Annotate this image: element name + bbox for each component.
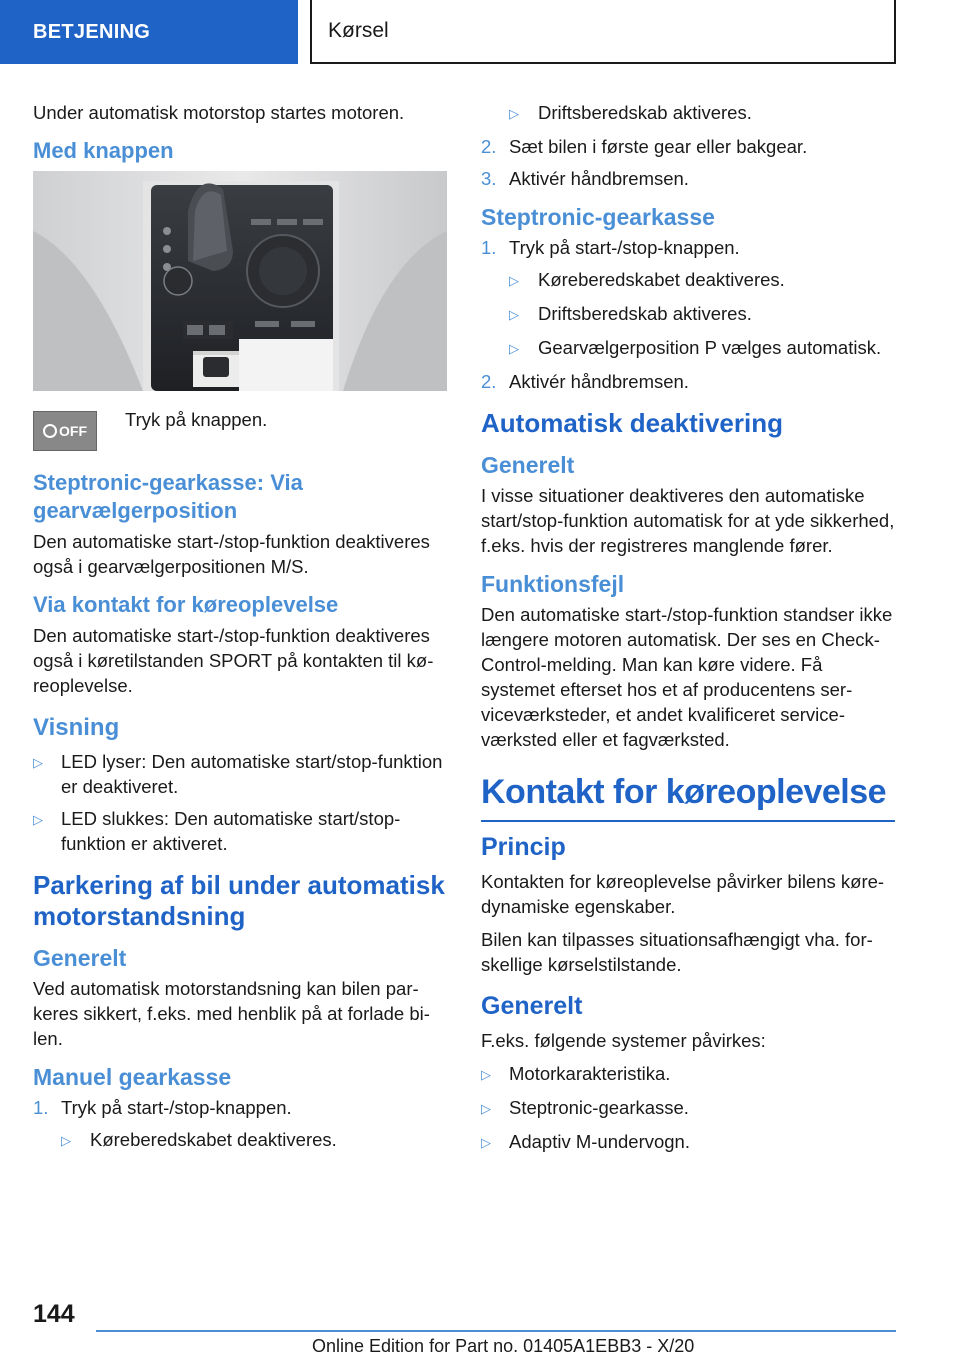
left-column [33,100,447,1161]
triangle-bullet-icon: ▷ [509,106,519,121]
step-text: Aktivér håndbremsen. [509,371,689,392]
step-number: 2. [481,371,497,392]
center-console-photo [33,171,447,391]
page-number: 144 [33,1300,75,1328]
list-item-text: LED slukkes: Den automatiske start/stop-funktion er aktiveret. [61,808,401,854]
step-item [481,166,895,191]
ring-icon [43,424,57,438]
list-item [33,749,447,799]
triangle-bullet-icon: ▷ [481,1067,491,1082]
heading-contact-experience: Kontakt for køreoplevelse [481,772,895,822]
step-text: Tryk på start-/stop-knappen. [509,237,740,258]
step-number: 3. [481,168,497,189]
section-title: BETJENING [33,20,151,43]
list-item-text: Adaptiv M-undervogn. [509,1131,690,1152]
step-number: 1. [481,237,497,258]
heading-contact: Via kontakt for køreoplevelse [33,592,339,617]
list-item-text: Steptronic-gearkasse. [509,1097,689,1118]
off-button-row [33,407,447,451]
step-item [481,235,895,260]
list-item [481,1095,895,1122]
right-column [481,100,895,1163]
heading-manual: Manuel gearkasse [33,1064,232,1090]
sub-item-text: Driftsberedskab aktiveres. [538,102,752,123]
footer-divider [96,1330,896,1332]
heading-parking: Parkering af bil under automatisk motorstandsning [33,870,445,931]
sub-item-text: Driftsberedskab aktiveres. [538,303,752,324]
step-text: Aktivér håndbremsen. [509,168,689,189]
text-fault: Den automatiske start-/stop-funktion standser ikke længere motoren automatisk. Der ses en Check-Control-melding. Man kan køre videre. Få systemet efterset hos et af producentens serviceværksteder, et andet kvalificeret serviceværksted eller et fagværksted. [481,604,893,750]
sub-item [481,301,895,328]
sub-item [33,1127,447,1154]
step-item [33,1095,447,1120]
list-item-text: Motorkarakteristika. [509,1063,671,1084]
list-item-text: LED lyser: Den automatiske start/stop-funktion er deaktiveret. [61,751,443,797]
list-item [481,1129,895,1156]
triangle-bullet-icon: ▷ [33,812,43,827]
heading-steptronic-via: Steptronic-gearkasse: Via gearvælgerposition [33,470,303,523]
gear-selector-illustration [33,171,447,391]
triangle-bullet-icon: ▷ [509,273,519,288]
triangle-bullet-icon: ▷ [509,307,519,322]
edition-note: Online Edition for Part no. 01405A1EBB3 - X/20 [312,1336,695,1356]
sub-item-text: Køreberedskabet deaktiveres. [90,1129,337,1150]
text-general-2: F.eks. følgende systemer påvirkes: [481,1030,766,1051]
heading-fault: Funktionsfejl [481,571,625,597]
step-number: 1. [33,1097,49,1118]
sub-item [481,267,895,294]
text-contact: Den automatiske start-/stop-funktion deaktiveres også i køretilstanden SPORT på kontakten til køreoplevelse. [33,625,434,696]
chapter-tab [310,0,896,64]
heading-principle: Princip [481,833,566,861]
text-principle-2: Bilen kan tilpasses situationsafhængigt vha. forskellige kørselstilstande. [481,929,873,975]
heading-steptronic: Steptronic-gearkasse [481,204,715,230]
text-general: I visse situationer deaktiveres den automatiske start/stop-funktion automatisk for at yde sikkerhed, f.eks. hvis der registreres manglende fører. [481,485,895,556]
chapter-title: Kørsel [328,19,389,42]
heading-general-2: Generelt [481,992,583,1020]
triangle-bullet-icon: ▷ [481,1135,491,1150]
step-text: Tryk på start-/stop-knappen. [61,1097,292,1118]
sub-item-text: Gearvælgerposition P vælges automatisk. [538,337,882,358]
heading-with-button: Med knappen [33,138,174,163]
list-item [33,806,447,856]
icon-caption: Tryk på knappen. [125,409,268,430]
triangle-bullet-icon: ▷ [61,1133,71,1148]
sub-item [481,335,895,362]
intro-text: Under automatisk motorstop startes motoren. [33,102,405,123]
step-item [481,134,895,159]
sub-item [481,100,895,127]
triangle-bullet-icon: ▷ [33,755,43,770]
step-item [481,369,895,394]
sub-item-text: Køreberedskabet deaktiveres. [538,269,785,290]
heading-auto-deactivation: Automatisk deaktivering [481,408,783,438]
heading-display: Visning [33,714,120,741]
list-item [481,1061,895,1088]
text-steptronic-via: Den automatiske start-/stop-funktion deaktiveres også i gearvælgerpositionen M/S. [33,531,430,577]
auto-start-stop-off-icon [33,411,97,451]
off-icon-label: OFF [59,423,87,439]
heading-general: Generelt [481,452,575,478]
section-tab [0,0,298,64]
step-number: 2. [481,136,497,157]
heading-general: Generelt [33,945,127,971]
step-text: Sæt bilen i første gear eller bakgear. [509,136,808,157]
text-principle-1: Kontakten for køreoplevelse påvirker bilens køredynamiske egenskaber. [481,871,885,917]
text-general: Ved automatisk motorstandsning kan bilen parkeres sikkert, f.eks. med henblik på at forlade bilen. [33,978,430,1049]
triangle-bullet-icon: ▷ [509,341,519,356]
triangle-bullet-icon: ▷ [481,1101,491,1116]
